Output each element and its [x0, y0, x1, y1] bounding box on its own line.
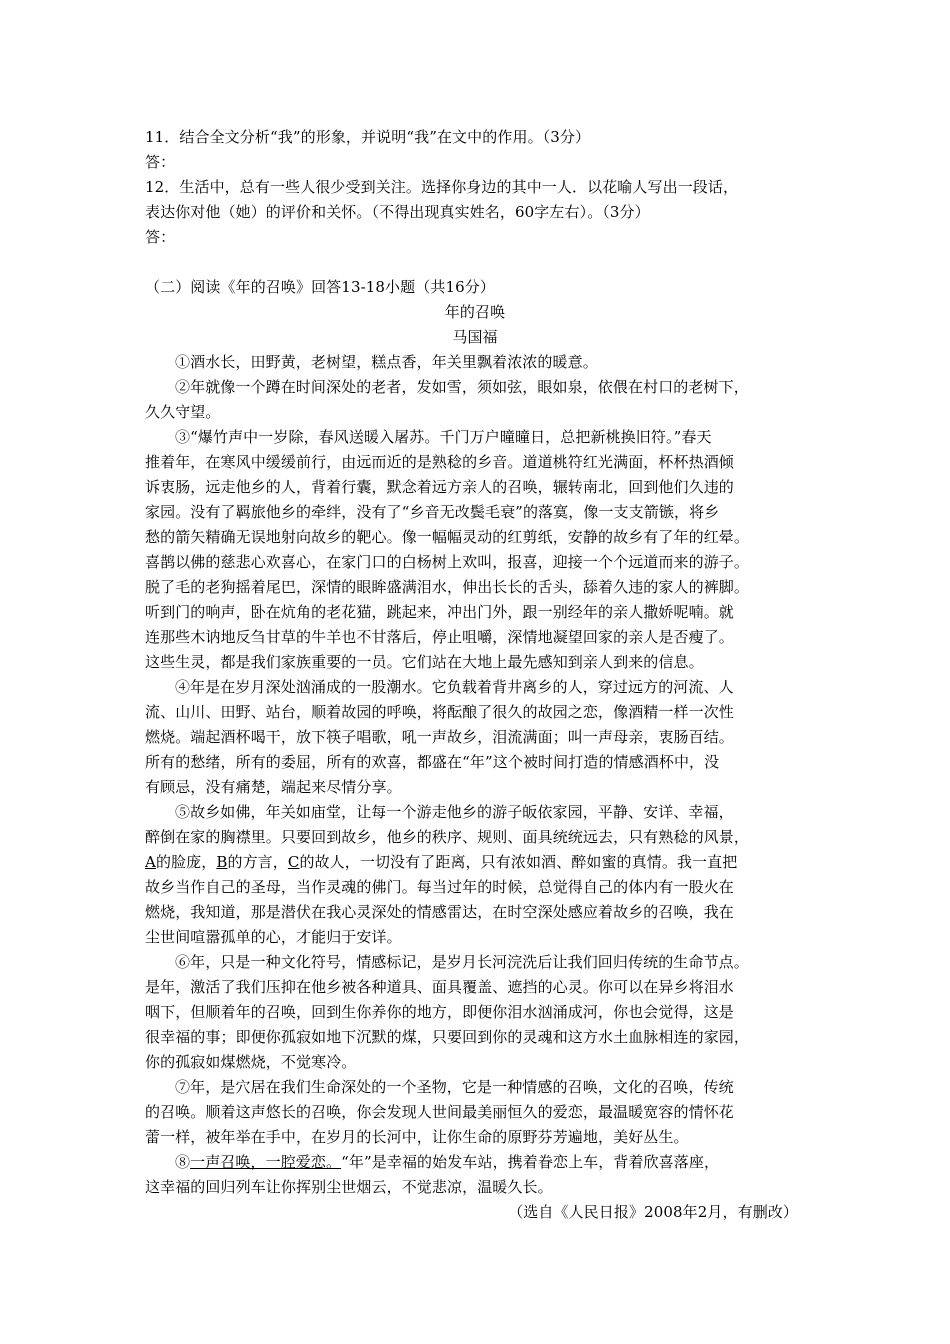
paragraph-5-line: ⑤故乡如佛，年关如庙堂，让每一个游走他乡的游子皈依家园，平静、安详、幸福， [175, 803, 734, 821]
paragraph-3-line: 诉衷肠，远走他乡的人，背着行囊，默念着远方亲人的召唤，辗转南北，回到他们久违的 [145, 478, 734, 496]
question-11: 11．结合全文分析“我”的形象，并说明“我”在文中的作用。（3分） [145, 128, 591, 146]
text-segment: “年”是幸福的始发车站，携着眷恋上车，背着欣喜落座， [341, 1153, 720, 1171]
paragraph-7-line: ⑦年，是穴居在我们生命深处的一个圣物，它是一种情感的召唤，文化的召唤，传统 [175, 1078, 734, 1096]
question-12-line-2: 表达你对他（她）的评价和关怀。（不得出现真实姓名，60字左右）。（3分） [145, 203, 650, 221]
paragraph-3-line: 家园。没有了羁旅他乡的牵绊，没有了“乡音无改鬓毛衰”的落寞，像一支支箭镞，将乡 [145, 503, 720, 521]
paragraph-4-line: 燃烧。端起酒杯喝干，放下筷子唱歌，吼一声故乡，泪流满面；叫一声母亲，衷肠百结。 [145, 728, 734, 746]
section-heading: （二）阅读《年的召唤》回答13-18小题（共16分） [145, 278, 495, 296]
paragraph-4-line: 有顾忌，没有痛楚，端起来尽情分享。 [145, 778, 402, 796]
paragraph-5-line: 醉倒在家的胸襟里。只要回到故乡，他乡的秩序、规则、面具统统远去，只有熟稔的风景， [145, 828, 750, 846]
paragraph-5-line: 故乡当作自己的圣母，当作灵魂的佛门。每当过年的时候，总觉得自己的体内有一股火在 [145, 878, 734, 896]
paragraph-2-line: ②年就像一个蹲在时间深处的老者，发如雪，须如弦，眼如泉，依偎在村口的老树下， [175, 378, 749, 396]
paragraph-5-line-blanks [145, 853, 737, 871]
paragraph-6-line: ⑥年，只是一种文化符号，情感标记，是岁月长河浣洗后让我们回归传统的生命节点。 [175, 953, 749, 971]
paragraph-2-line: 久久守望。 [145, 403, 221, 421]
paragraph-number: ⑧ [175, 1153, 191, 1171]
blank-a: A [145, 853, 156, 871]
answer-12-label: 答： [145, 228, 176, 246]
paragraph-3-line: 愁的箭矢精确无误地射向故乡的靶心。像一幅幅灵动的红剪纸，安静的故乡有了年的红晕。 [145, 528, 750, 546]
paragraph-1-line: ①酒水长，田野黄，老树望，糕点香，年关里飘着浓浓的暖意。 [175, 353, 598, 371]
paragraph-6-line: 咽下，但顺着年的召唤，回到生你养你的地方，即便你泪水汹涌成河，你也会觉得，这是 [145, 1003, 734, 1021]
source-citation: （选自《人民日报》2008年2月，有删改） [508, 1203, 798, 1221]
text-segment: 的脸庞， [155, 853, 217, 871]
paragraph-8-line: 这幸福的回归列车让你挥别尘世烟云，不觉悲凉，温暖久长。 [145, 1178, 553, 1196]
article-author: 马国福 [452, 328, 498, 346]
blank-b: B [216, 853, 228, 871]
paragraph-4-line: 流、山川、田野、站台，顺着故园的呼唤，将酝酿了很久的故园之恋，像酒精一样一次性 [145, 703, 734, 721]
question-12-line-1: 12．生活中，总有一些人很少受到关注。选择你身边的其中一人．以花喻人写出一段话， [145, 178, 739, 196]
paragraph-3-line: 这些生灵，都是我们家族重要的一员。它们站在大地上最先感知到亲人到来的信息。 [145, 653, 704, 671]
paragraph-3-line: 连那些木讷地反刍甘草的牛羊也不甘落后，停止咀嚼，深情地凝望回家的亲人是否瘦了。 [145, 628, 734, 646]
paragraph-5-line: 尘世间喧嚣孤单的心，才能归于安详。 [145, 928, 402, 946]
paragraph-3-line: ③“爆竹声中一岁除，春风送暖入屠苏。千门万户曈曈日，总把新桃换旧符。”春天 [175, 428, 712, 446]
paragraph-7-line: 蕾一样，被年举在手中，在岁月的长河中，让你生命的原野芬芳遍地，美好丛生。 [145, 1128, 689, 1146]
answer-11-label: 答： [145, 153, 176, 171]
article-title: 年的召唤 [444, 303, 506, 321]
blank-c: C [287, 853, 300, 871]
text-segment: 的故人，一切没有了距离，只有浓如酒、醉如蜜的真情。我一直把 [299, 853, 738, 871]
paragraph-7-line: 的召唤。顺着这声悠长的召唤，你会发现人世间最美丽恒久的爱恋，最温暖宽容的情怀花 [145, 1103, 734, 1121]
paragraph-3-line: 脱了毛的老狗摇着尾巴，深情的眼眸盛满泪水，伸出长长的舌头，舔着久违的家人的裤脚。 [145, 578, 750, 596]
paragraph-3-line: 推着年，在寒风中缓缓前行，由远而近的是熟稔的乡音。道道桃符红光满面，杯杯热酒倾 [145, 453, 734, 471]
underlined-phrase: 一声召唤，一腔爱恋。 [190, 1153, 342, 1171]
paragraph-5-line: 燃烧，我知道，那是潜伏在我心灵深处的情感雷达，在时空深处感应着故乡的召唤，我在 [145, 903, 734, 921]
paragraph-6-line: 是年，激活了我们压抑在他乡被各种道具、面具覆盖、遮挡的心灵。你可以在异乡将泪水 [145, 978, 734, 996]
paragraph-6-line: 你的孤寂如煤燃烧，不觉寒冷。 [145, 1053, 357, 1071]
text-segment: 的方言， [227, 853, 288, 871]
paragraph-3-line: 喜鹊以佛的慈悲心欢喜心，在家门口的白杨树上欢叫，报喜，迎接一个个远道而来的游子。 [145, 553, 750, 571]
paragraph-4-line: 所有的愁绪，所有的委屈，所有的欢喜，都盛在“年”这个被时间打造的情感酒杯中，没 [145, 753, 720, 771]
paragraph-4-line: ④年是在岁月深处汹涌成的一股潮水。它负载着背井离乡的人，穿过远方的河流、人 [175, 678, 734, 696]
paragraph-8-line [175, 1153, 719, 1171]
paragraph-6-line: 很幸福的事；即便你孤寂如地下沉默的煤，只要回到你的灵魂和这方水土血脉相连的家园， [145, 1028, 750, 1046]
paragraph-3-line: 听到门的响声，卧在炕角的老花猫，跳起来，冲出门外，跟一别经年的亲人撒娇呢喃。就 [145, 603, 734, 621]
